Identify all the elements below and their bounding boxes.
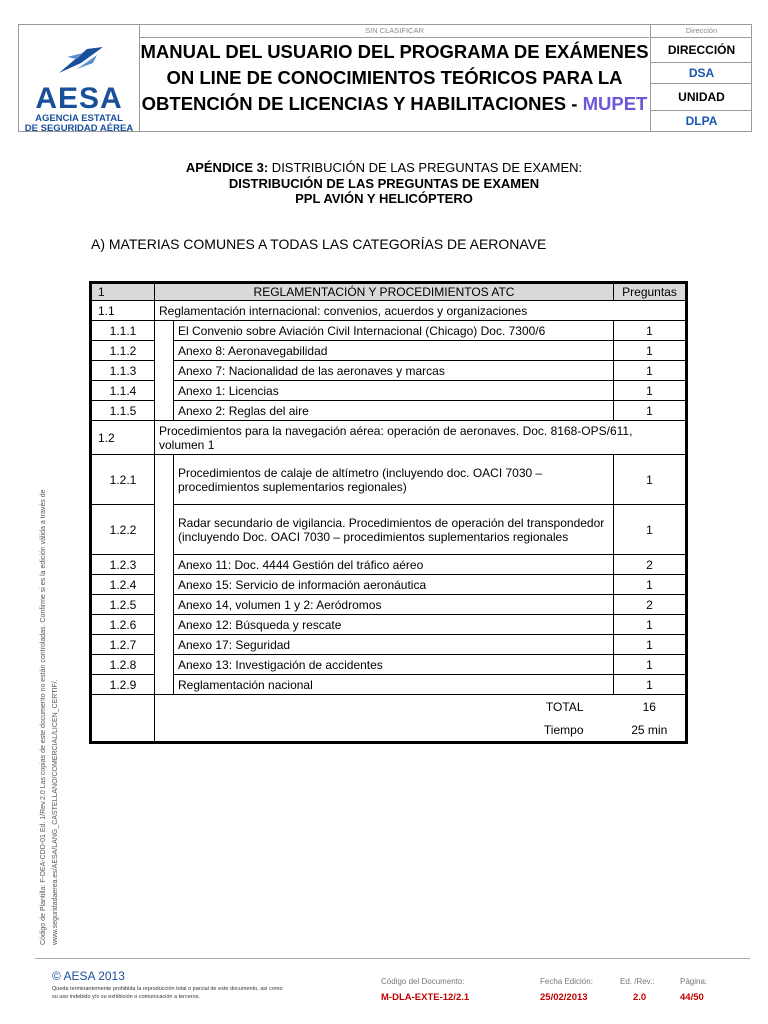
row-topic: Anexo 2: Reglas del aire	[174, 401, 614, 421]
logo-subtitle-1: AGENCIA ESTATAL	[35, 113, 123, 124]
row-questions: 1	[614, 381, 687, 401]
document-title	[140, 38, 649, 132]
direccion-value: DSA	[651, 63, 752, 84]
row-number: 1.2.6	[91, 615, 155, 635]
header-right-column	[650, 25, 752, 131]
section-row	[91, 421, 687, 455]
table-row	[91, 635, 687, 655]
title-line-3	[140, 91, 649, 117]
sidebar-notice-line-2: www.seguridadaerea.es/AESA/LANG_CASTELLANO/COMERCIAL/LICEN_CERTIF/.	[52, 679, 59, 945]
row-topic: Anexo 17: Seguridad	[174, 635, 614, 655]
footer-page-value: 44/50	[680, 992, 704, 1003]
table-row	[91, 455, 687, 505]
header-title: REGLAMENTACIÓN Y PROCEDIMIENTOS ATC	[155, 283, 614, 301]
row-number: 1.2.7	[91, 635, 155, 655]
table-row	[91, 595, 687, 615]
table-row	[91, 575, 687, 595]
footer-edition-value: 2.0	[633, 992, 647, 1003]
header-questions: Preguntas	[614, 283, 687, 301]
footer-edition-label: Ed. /Rev.:	[620, 977, 655, 986]
footer-page-label: Página:	[680, 977, 708, 986]
row-questions: 1	[614, 321, 687, 341]
document-header	[18, 24, 752, 132]
table-row	[91, 615, 687, 635]
direccion-small-label: Dirección	[651, 25, 752, 38]
table-row	[91, 505, 687, 555]
questions-table	[89, 281, 688, 744]
row-number: 1.2.2	[91, 505, 155, 555]
row-number: 1.2.1	[91, 455, 155, 505]
table-row	[91, 321, 687, 341]
row-number: 1.2.8	[91, 655, 155, 675]
table-row	[91, 655, 687, 675]
row-questions: 1	[614, 615, 687, 635]
sidebar-notice-line-1: Código de Plantilla: F-DEA-CDD-01 Ed. 1/Rev.2.0 Las copias de este documento no están controladas. Confirme si es la edición válida a través de	[40, 489, 47, 945]
footer-divider	[35, 958, 750, 959]
section-1-rows	[91, 321, 687, 421]
title-line-3-text: OBTENCIÓN DE LICENCIAS Y HABILITACIONES -	[141, 93, 583, 114]
row-topic: Anexo 15: Servicio de información aeronáutica	[174, 575, 614, 595]
row-questions: 1	[614, 675, 687, 695]
time-row	[91, 719, 687, 743]
title-line-1: MANUAL DEL USUARIO DEL PROGRAMA DE EXÁMENES	[140, 41, 649, 62]
table-row	[91, 675, 687, 695]
appendix-subject: PPL AVIÓN Y HELICÓPTERO	[295, 191, 473, 206]
row-number: 1.2.9	[91, 675, 155, 695]
total-value: 16	[614, 695, 687, 719]
footer-copyright: © AESA 2013	[52, 969, 125, 983]
row-number: 1.1.4	[91, 381, 155, 401]
section-title: Procedimientos para la navegación aérea: operación de aeronaves. Doc. 8168-OPS/611, volumen 1	[155, 421, 687, 455]
logo-wordmark: AESA	[35, 82, 123, 115]
footer-date-label: Fecha Edición:	[540, 977, 593, 986]
footer-legal-1: Queda terminantemente prohibida la reproducción total o parcial de este documento, así como	[52, 986, 283, 992]
row-topic: Radar secundario de vigilancia. Procedimientos de operación del transpondedor (incluyendo Doc. OACI 7030 – procedimientos suplementarios regionales	[174, 505, 614, 555]
logo-cell	[19, 25, 140, 134]
footer-legal-2: su uso indebido y/o su exhibición o comunicación a terceros.	[52, 994, 200, 1000]
row-number: 1.1.5	[91, 401, 155, 421]
appendix-label-rest: DISTRIBUCIÓN DE LAS PREGUNTAS DE EXAMEN:	[268, 160, 583, 175]
section-row	[91, 301, 687, 321]
row-questions: 1	[614, 655, 687, 675]
table-row	[91, 381, 687, 401]
title-line-2: ON LINE DE CONOCIMIENTOS TEÓRICOS PARA LA	[166, 67, 623, 88]
row-topic: Anexo 11: Doc. 4444 Gestión del tráfico aéreo	[174, 555, 614, 575]
row-topic: Anexo 12: Búsqueda y rescate	[174, 615, 614, 635]
total-label: TOTAL	[155, 695, 614, 719]
appendix-subheading: DISTRIBUCIÓN DE LAS PREGUNTAS DE EXAMEN	[228, 176, 540, 191]
section-num: 1.2	[91, 421, 155, 455]
table-row	[91, 361, 687, 381]
section-a-heading: A) MATERIAS COMUNES A TODAS LAS CATEGORÍAS DE AERONAVE	[91, 236, 547, 252]
aesa-logo-icon	[57, 43, 105, 79]
table-row	[91, 401, 687, 421]
footer-date-value: 25/02/2013	[540, 992, 588, 1003]
row-topic: Anexo 1: Licencias	[174, 381, 614, 401]
section-title: Reglamentación internacional: convenios, acuerdos y organizaciones	[155, 301, 687, 321]
unidad-value: DLPA	[685, 114, 718, 128]
row-questions: 2	[614, 595, 687, 615]
row-number: 1.2.3	[91, 555, 155, 575]
row-topic: Anexo 13: Investigación de accidentes	[174, 655, 614, 675]
row-topic: Anexo 8: Aeronavegabilidad	[174, 341, 614, 361]
time-value: 25 min	[614, 719, 687, 743]
logo-subtitle-2: DE SEGURIDAD AÉREA	[24, 123, 134, 134]
row-questions: 1	[614, 575, 687, 595]
row-questions: 1	[614, 505, 687, 555]
total-row	[91, 695, 687, 719]
row-number: 1.1.3	[91, 361, 155, 381]
direccion-label: DIRECCIÓN	[651, 38, 752, 63]
row-questions: 1	[614, 455, 687, 505]
section-2-rows	[91, 455, 687, 695]
appendix-label: APÉNDICE 3:	[185, 160, 269, 175]
row-questions: 1	[614, 341, 687, 361]
row-questions: 1	[614, 361, 687, 381]
row-number: 1.2.5	[91, 595, 155, 615]
sidebar-notice	[40, 420, 74, 950]
row-number: 1.2.4	[91, 575, 155, 595]
row-questions: 1	[614, 401, 687, 421]
row-topic: El Convenio sobre Aviación Civil Internacional (Chicago) Doc. 7300/6	[174, 321, 614, 341]
row-topic: Anexo 7: Nacionalidad de las aeronaves y marcas	[174, 361, 614, 381]
time-label: Tiempo	[155, 719, 614, 743]
header-num: 1	[91, 283, 155, 301]
table-row	[91, 555, 687, 575]
footer-code-label: Código del Documento:	[381, 977, 465, 986]
row-questions: 1	[614, 635, 687, 655]
row-number: 1.1.2	[91, 341, 155, 361]
classification-label: SIN CLASIFICAR	[140, 25, 649, 38]
row-topic: Anexo 14, volumen 1 y 2: Aeródromos	[174, 595, 614, 615]
section-num: 1.1	[91, 301, 155, 321]
title-highlight: MUPET	[582, 93, 648, 114]
row-topic: Procedimientos de calaje de altímetro (incluyendo doc. OACI 7030 – procedimientos suplementarios regionales)	[174, 455, 614, 505]
row-number: 1.1.1	[91, 321, 155, 341]
appendix-heading	[0, 160, 768, 175]
row-questions: 2	[614, 555, 687, 575]
table-row	[91, 341, 687, 361]
unidad-label: UNIDAD	[651, 84, 752, 111]
footer-code-value: M-DLA-EXTE-12/2.1	[381, 992, 470, 1003]
table-header-row	[91, 283, 687, 301]
row-topic: Reglamentación nacional	[174, 675, 614, 695]
